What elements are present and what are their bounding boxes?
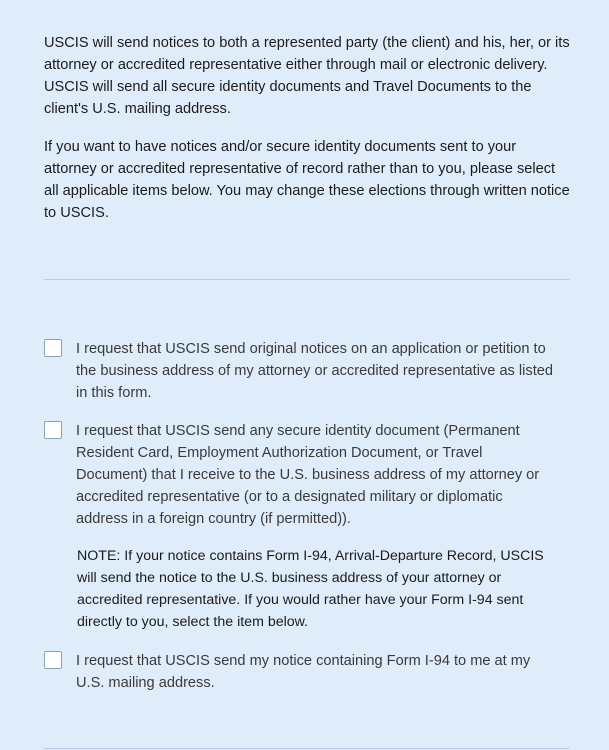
option-notices-to-representative[interactable] <box>44 338 570 404</box>
section-divider-bottom <box>44 748 570 749</box>
intro-paragraph-1: USCIS will send notices to both a represented party (the client) and his, her, or its attorney or accredited representative either through mail or electronic delivery. USCIS will send all secure identity documents and Travel Documents to the client's U.S. mailing address. <box>44 35 570 117</box>
option-label-i94: I request that USCIS send my notice containing Form I-94 to me at my U.S. mailing address. <box>76 653 531 691</box>
checkbox-notices-to-representative[interactable] <box>44 339 62 357</box>
option-i94-to-client[interactable] <box>44 650 570 694</box>
option-identity-documents-to-representative[interactable] <box>44 420 570 530</box>
option-label-notices: I request that USCIS send original notices on an application or petition to the business address of my attorney or accredited representative as listed in this form. <box>76 341 553 401</box>
checkbox-identity-documents[interactable] <box>44 421 62 439</box>
checkbox-i94-to-client[interactable] <box>44 651 62 669</box>
intro-paragraph-2: If you want to have notices and/or secure identity documents sent to your attorney or accredited representative of record rather than to you, please select all applicable items below. You may change these elections through written notice to USCIS. <box>44 139 570 221</box>
option-label-identity-documents: I request that USCIS send any secure identity document (Permanent Resident Card, Employment Authorization Document, or Travel Document) that I receive to the U.S. business address of my attorney or accredited representative (or to a designated military or diplomatic address in a foreign country (if permitted)). <box>76 423 540 527</box>
section-divider-top <box>44 279 570 280</box>
intro-section <box>44 32 570 224</box>
form-i94-note: NOTE: If your notice contains Form I-94, Arrival-Departure Record, USCIS will send the notice to the U.S. business address of your attorney or accredited representative. If you would rather have your Form I-94 sent directly to you, select the item below. <box>77 548 544 630</box>
